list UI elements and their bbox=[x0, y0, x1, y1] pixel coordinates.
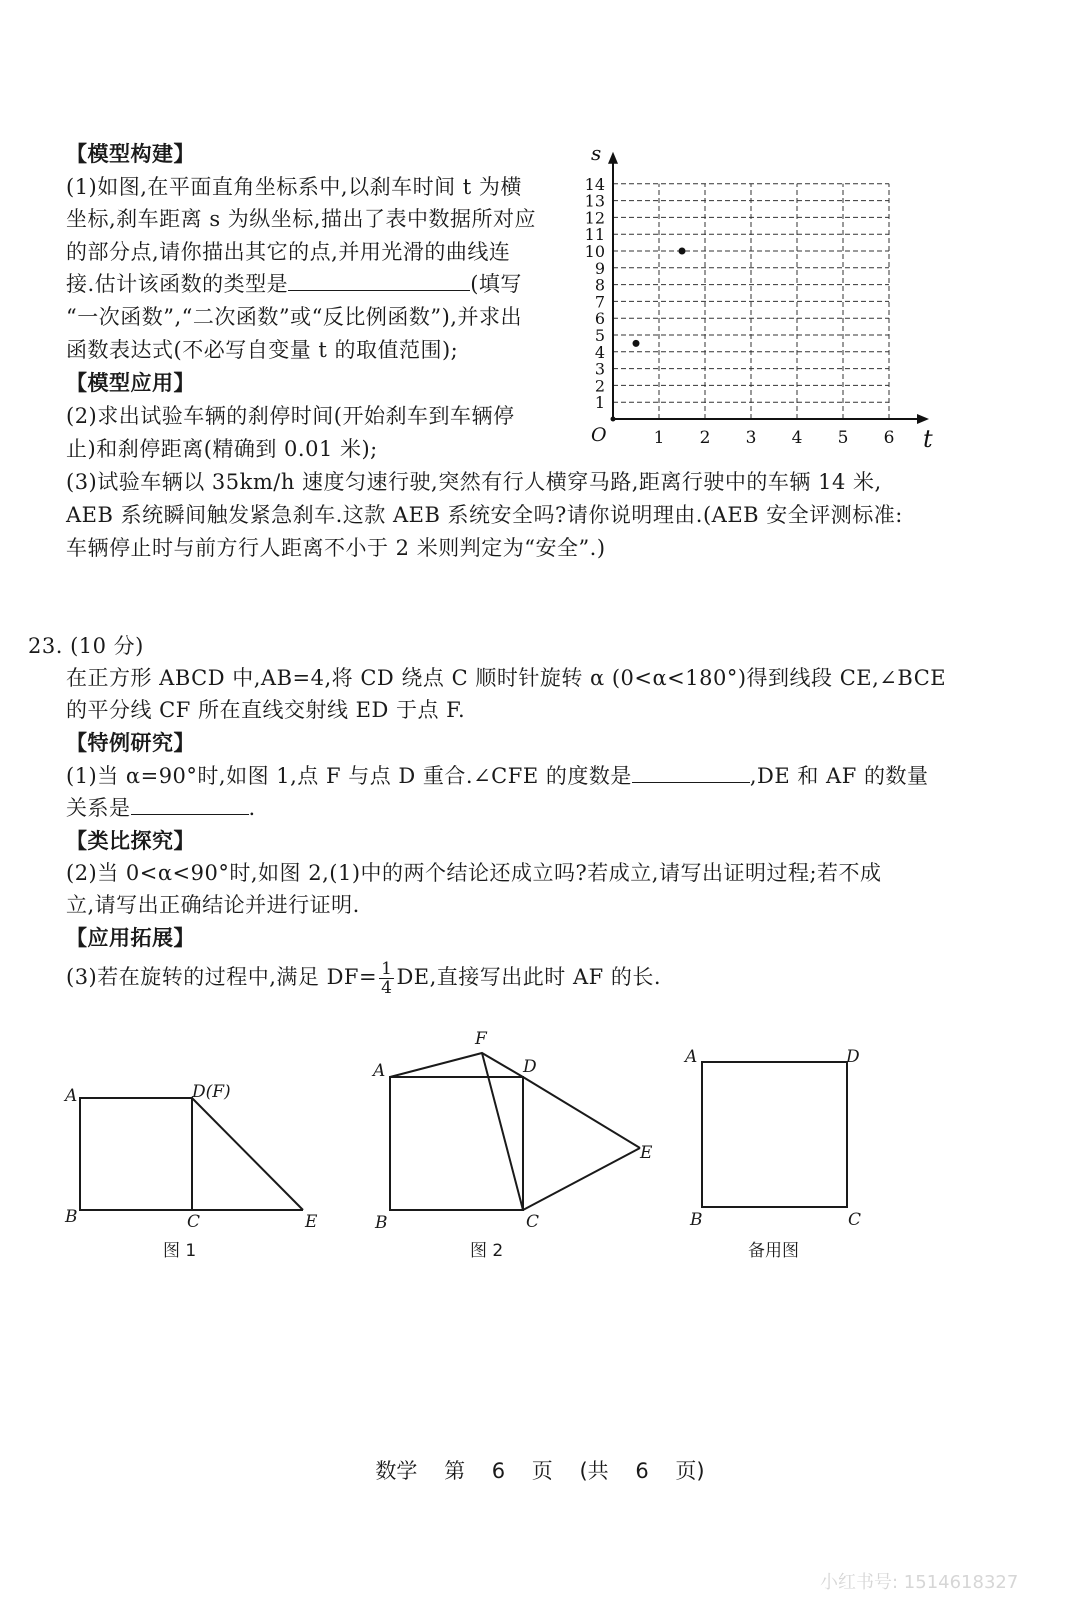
q3-line-3: 车辆停止时与前方行人距离不小于 2 米则判定为“安全”.) bbox=[66, 536, 606, 560]
fig2-segments-af-fd bbox=[390, 1053, 523, 1077]
p23-stem-line-2: 的平分线 CF 所在直线交射线 ED 于点 F. bbox=[66, 698, 466, 722]
coordinate-grid-chart bbox=[580, 140, 933, 453]
p23-q1-line-2 bbox=[66, 792, 256, 824]
fig3-square-abcd bbox=[702, 1062, 847, 1207]
q1-line-6: 函数表达式(不必写自变量 t 的取值范围); bbox=[66, 338, 459, 362]
q1-line-4-text: 接.估计该函数的类型是 bbox=[66, 272, 289, 296]
answer-blank-de-af-relation[interactable] bbox=[131, 792, 249, 815]
fig2-square-abcd bbox=[390, 1077, 523, 1210]
fig2-label-f: F bbox=[475, 1029, 487, 1049]
chart-axes bbox=[608, 152, 929, 424]
fig3-label-d: D bbox=[846, 1047, 860, 1067]
y-tick-label: 13 bbox=[584, 191, 605, 211]
fraction-one-quarter bbox=[379, 960, 394, 997]
fig2-caption: 图 2 bbox=[470, 1241, 504, 1261]
problem-23-header bbox=[28, 630, 144, 662]
section-heading-model-build: 【模型构建】 bbox=[66, 142, 195, 166]
watermark: 小红书号: 1514618327 bbox=[820, 1572, 1019, 1593]
y-tick-label: 12 bbox=[584, 208, 605, 228]
footer-total-pages: (共 6 页) bbox=[579, 1459, 705, 1483]
y-tick-label: 7 bbox=[594, 292, 605, 312]
data-point bbox=[679, 248, 686, 255]
fig3-label-b: B bbox=[690, 1210, 703, 1230]
p23-q1-line-1 bbox=[66, 760, 928, 792]
data-point bbox=[633, 340, 640, 347]
q1-line-5: “一次函数”,“二次函数”或“反比例函数”),并求出 bbox=[66, 305, 522, 329]
page-footer bbox=[0, 1455, 1080, 1485]
y-tick-label: 5 bbox=[594, 326, 605, 345]
figure-backup bbox=[680, 1040, 880, 1235]
x-axis-label: t bbox=[923, 425, 933, 453]
x-axis-arrow bbox=[917, 414, 929, 424]
x-tick-label: 4 bbox=[791, 428, 803, 448]
y-tick-label: 10 bbox=[584, 242, 605, 261]
q1-line-4-tail: (填写 bbox=[470, 272, 522, 296]
section-heading-special-case: 【特例研究】 bbox=[66, 731, 195, 755]
y-tick-label: 2 bbox=[594, 376, 605, 396]
y-tick-label: 1 bbox=[594, 393, 605, 413]
problem-23-score: (10 分) bbox=[70, 634, 144, 658]
x-tick-label: 1 bbox=[653, 428, 665, 448]
p23-q2-line-2: 立,请写出正确结论并进行证明. bbox=[66, 893, 360, 917]
y-tick-label: 8 bbox=[594, 275, 605, 295]
y-axis-label: s bbox=[591, 140, 602, 165]
fig1-segment-de bbox=[192, 1098, 303, 1210]
figure-2 bbox=[365, 1020, 665, 1233]
y-tick-label: 14 bbox=[584, 174, 605, 194]
section-heading-model-apply: 【模型应用】 bbox=[66, 371, 195, 395]
fig3-label-c: C bbox=[848, 1210, 862, 1230]
p23-q3-line bbox=[66, 960, 661, 997]
p23-q3-text-b: DE,直接写出此时 AF 的长. bbox=[396, 965, 662, 989]
fraction-denominator: 4 bbox=[381, 978, 393, 998]
y-tick-label: 3 bbox=[594, 359, 605, 379]
footer-subject: 数学 bbox=[375, 1459, 418, 1483]
problem-23-number: 23. bbox=[28, 634, 63, 658]
p23-q1-text-c: 关系是 bbox=[66, 796, 131, 820]
fig1-square-abcd bbox=[80, 1098, 192, 1210]
fig1-label-c: C bbox=[187, 1212, 201, 1232]
chart-tick-labels bbox=[585, 141, 933, 453]
y-tick-label: 6 bbox=[594, 309, 605, 329]
q2-line-1: (2)求出试验车辆的刹停时间(开始刹车到车辆停 bbox=[66, 404, 515, 428]
q1-line-2: 坐标,刹车距离 s 为纵坐标,描出了表中数据所对应 bbox=[66, 207, 536, 231]
y-tick-label: 11 bbox=[584, 225, 605, 245]
section-heading-analogy: 【类比探究】 bbox=[66, 829, 195, 853]
x-tick-label: 6 bbox=[883, 428, 895, 448]
fig2-label-a: A bbox=[373, 1061, 386, 1081]
fig1-label-e: E bbox=[305, 1212, 318, 1232]
p23-q1-text-a: (1)当 α=90°时,如图 1,点 F 与点 D 重合.∠CFE 的度数是 bbox=[66, 764, 632, 788]
section-heading-extension: 【应用拓展】 bbox=[66, 926, 195, 950]
y-tick-label: 4 bbox=[594, 342, 605, 362]
footer-page-number: 第 6 页 bbox=[444, 1459, 553, 1483]
y-tick-label: 9 bbox=[594, 258, 605, 278]
p23-stem-line-1: 在正方形 ABCD 中,AB=4,将 CD 绕点 C 顺时针旋转 α (0<α<180°)得到线段 CE,∠BCE bbox=[66, 666, 947, 690]
p23-q1-text-b: ,DE 和 AF 的数量 bbox=[749, 764, 929, 788]
fig3-label-a: A bbox=[685, 1047, 698, 1067]
q1-line-3: 的部分点,请你描出其它的点,并用光滑的曲线连 bbox=[66, 240, 511, 264]
q1-line-1: (1)如图,在平面直角坐标系中,以刹车时间 t 为横 bbox=[66, 175, 522, 199]
x-tick-label: 3 bbox=[745, 428, 757, 448]
q3-line-1: (3)试验车辆以 35km/h 速度匀速行驶,突然有行人横穿马路,距离行驶中的车辆 14 米, bbox=[66, 470, 882, 494]
fig1-label-b: B bbox=[65, 1207, 78, 1227]
x-tick-label: 5 bbox=[837, 428, 849, 448]
origin-dot bbox=[611, 417, 616, 422]
chart-grid bbox=[613, 184, 889, 419]
fig2-segment-ce bbox=[523, 1148, 640, 1210]
fig1-label-a: A bbox=[65, 1086, 78, 1106]
fraction-numerator: 1 bbox=[381, 959, 393, 979]
origin-label: O bbox=[591, 424, 607, 446]
answer-blank-angle-cfe[interactable] bbox=[632, 760, 750, 783]
p23-q1-text-d: . bbox=[248, 796, 256, 820]
fig3-caption: 备用图 bbox=[748, 1241, 799, 1261]
p23-q2-line-1: (2)当 0<α<90°时,如图 2,(1)中的两个结论还成立吗?若成立,请写出证明过程;若不成 bbox=[66, 861, 882, 885]
x-tick-label: 2 bbox=[699, 428, 711, 448]
q3-line-2: AEB 系统瞬间触发紧急刹车.这款 AEB 系统安全吗?请你说明理由.(AEB 安全评测标准: bbox=[66, 503, 903, 527]
q2-line-2: 止)和刹停距离(精确到 0.01 米); bbox=[66, 437, 378, 461]
answer-blank-function-type[interactable] bbox=[288, 268, 470, 291]
fig1-label-d-f: D(F) bbox=[192, 1082, 231, 1102]
fig2-label-b: B bbox=[375, 1213, 388, 1233]
p23-q3-text-a: (3)若在旋转的过程中,满足 DF= bbox=[66, 965, 378, 989]
fig2-label-e: E bbox=[640, 1143, 653, 1163]
fig2-label-d: D bbox=[523, 1057, 537, 1077]
fig1-caption: 图 1 bbox=[163, 1241, 197, 1261]
fig2-segment-de bbox=[523, 1077, 640, 1148]
y-axis-arrow bbox=[608, 152, 618, 164]
figure-1 bbox=[55, 1075, 335, 1240]
fig2-label-c: C bbox=[526, 1212, 540, 1232]
q1-line-4 bbox=[66, 268, 522, 300]
